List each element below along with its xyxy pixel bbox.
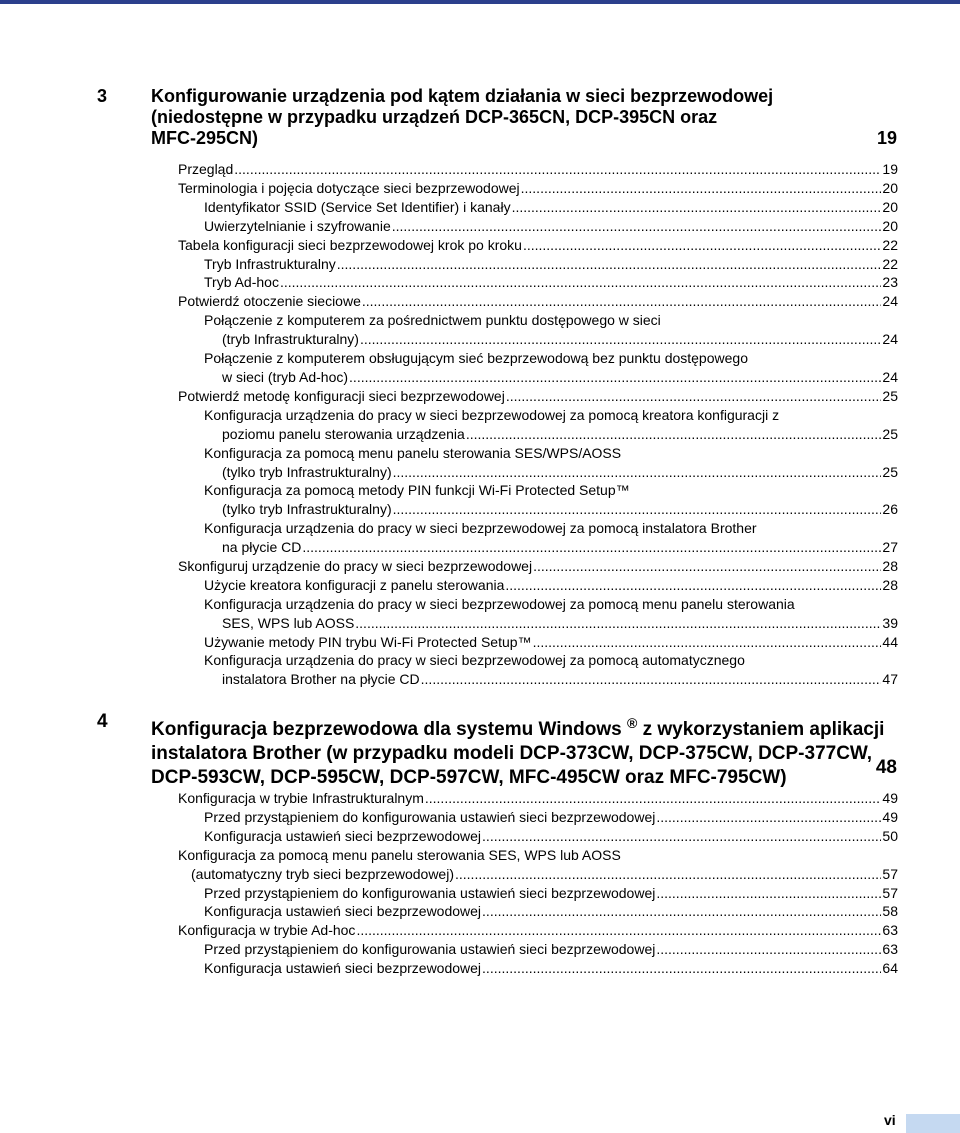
toc-entry-title: Uwierzytelnianie i szyfrowanie (204, 217, 391, 234)
toc-entry-title-continued: instalatora Brother na płycie CD (222, 671, 420, 688)
dot-leader (302, 539, 881, 556)
toc-entry-page: 39 (882, 614, 898, 631)
toc-entry-page: 57 (882, 884, 898, 901)
chapter-title (151, 711, 896, 790)
dot-leader (425, 790, 882, 807)
chapter-page-number: 48 (875, 757, 897, 778)
toc-entry-page: 25 (882, 463, 898, 480)
toc-entry-page: 26 (882, 501, 898, 518)
dot-leader (533, 634, 882, 651)
dot-leader (656, 809, 881, 826)
dot-leader (656, 885, 881, 902)
toc-entry-page: 24 (882, 369, 898, 385)
toc-entry-page: 24 (882, 331, 898, 348)
chapter-title-line: DCP-593CW, DCP-595CW, DCP-597CW, MFC-495CW oraz MFC-795CW) (151, 767, 787, 788)
toc-entry-title: Przed przystąpieniem do konfigurowania ustawień sieci bezprzewodowej (204, 941, 656, 958)
toc-entry-page: 20 (882, 217, 898, 234)
chapter-title-line: MFC-295CN) (151, 128, 259, 148)
dot-leader (482, 828, 881, 845)
dot-leader (533, 558, 881, 575)
toc-entry-page: 19 (882, 161, 898, 177)
dot-leader (523, 237, 881, 254)
toc-entry-title: Konfiguracja urządzenia do pracy w sieci bezprzewodowej za pomocą menu panelu sterowania (204, 595, 795, 612)
dot-leader (355, 615, 881, 632)
toc-entry-title-continued: na płycie CD (222, 539, 302, 556)
toc-entry-title: Konfiguracja za pomocą metody PIN funkcji Wi-Fi Protected Setup™ (204, 482, 630, 499)
toc-entry-page: 20 (882, 179, 898, 196)
toc-entry-page: 58 (882, 903, 898, 920)
toc-entry-title: Konfiguracja za pomocą menu panelu sterowania SES/WPS/AOSS (204, 444, 622, 461)
toc-entry-page: 63 (882, 941, 898, 958)
toc-entry-title-continued: (tylko tryb Infrastrukturalny) (222, 501, 392, 518)
chapter-number: 3 (97, 86, 108, 106)
toc-entry-title: Tabela konfiguracji sieci bezprzewodowej krok po kroku (178, 236, 522, 253)
chapter-title-line (151, 711, 896, 742)
toc-entry-title: Przegląd (178, 161, 234, 177)
toc-entry-page: 49 (882, 790, 898, 806)
toc-entry-page: 50 (882, 827, 898, 844)
chapter-title-line: (niedostępne w przypadku urządzeń DCP-365CN, DCP-395CN oraz (151, 107, 718, 127)
toc-entry-title: Używanie metody PIN trybu Wi-Fi Protected Setup™ (204, 633, 532, 650)
chapter-title-line: Konfigurowanie urządzenia pod kątem działania w sieci bezprzewodowej (151, 86, 774, 106)
dot-leader (482, 903, 881, 920)
dot-leader (455, 866, 881, 883)
dot-leader (280, 274, 881, 291)
toc-entry-page: 64 (882, 960, 898, 977)
toc-entry-title-continued: (tylko tryb Infrastrukturalny) (222, 463, 392, 480)
toc-entry-title: Połączenie z komputerem za pośrednictwem punktu dostępowego w sieci (204, 312, 661, 329)
toc-entry-page: 25 (882, 425, 898, 442)
dot-leader (392, 218, 882, 235)
toc-entry-page: 49 (882, 808, 898, 825)
page-number: vi (884, 1112, 896, 1128)
toc-entry-title: Konfiguracja w trybie Infrastrukturalnym (178, 790, 424, 806)
chapter-page-number: 19 (876, 128, 897, 148)
dot-leader (393, 501, 882, 518)
toc-entry-page: 57 (882, 865, 898, 882)
toc-entry-page: 63 (882, 922, 898, 939)
toc-entry-page: 47 (882, 671, 898, 688)
dot-leader (421, 671, 882, 688)
toc-entry-title: Konfiguracja urządzenia do pracy w sieci bezprzewodowej za pomocą kreatora konfiguracji z (204, 406, 780, 423)
toc-entry-page: 25 (882, 387, 898, 404)
toc-entry-page: 22 (882, 236, 898, 253)
toc-entry-title: Konfiguracja za pomocą menu panelu sterowania SES, WPS lub AOSS (178, 846, 621, 863)
toc-entry-title-continued: w sieci (tryb Ad-hoc) (222, 369, 349, 385)
dot-leader (512, 199, 882, 216)
toc-entry-title: Skonfiguruj urządzenie do pracy w sieci bezprzewodowej (178, 557, 533, 574)
toc-entry-page: 20 (882, 198, 898, 215)
toc-entry-title: Identyfikator SSID (Service Set Identifier) i kanały (204, 198, 511, 215)
dot-leader (466, 426, 882, 443)
toc-entry-title: Konfiguracja ustawień sieci bezprzewodowej (204, 827, 482, 844)
toc-entry-title-continued: SES, WPS lub AOSS (222, 614, 355, 631)
chapter-title-text: Konfiguracja bezprzewodowa dla systemu Windows (151, 719, 622, 740)
chapter-title-text: z wykorzystaniem aplikacji (637, 719, 885, 740)
toc-entry-page: 27 (882, 539, 898, 556)
dot-leader (521, 180, 882, 197)
toc-entry-page: 28 (882, 557, 898, 574)
dot-leader (360, 331, 881, 348)
dot-leader (506, 388, 882, 405)
toc-entry-title-continued: (automatyczny tryb sieci bezprzewodowej) (191, 865, 454, 882)
toc-entry-title: Potwierdź otoczenie sieciowe (178, 293, 361, 310)
toc-entry-page: 28 (882, 576, 898, 593)
toc-entry-title: Konfiguracja urządzenia do pracy w sieci bezprzewodowej za pomocą instalatora Brother (204, 520, 757, 537)
dot-leader (393, 464, 882, 481)
toc-entry-page: 22 (882, 255, 898, 272)
toc-entry-page: 44 (882, 633, 898, 650)
toc-entry-title: Konfiguracja urządzenia do pracy w sieci bezprzewodowej za pomocą automatycznego (204, 652, 745, 669)
chapter-number: 4 (97, 711, 108, 732)
registered-mark: ® (626, 715, 638, 731)
toc-entry-page: 23 (882, 274, 898, 291)
toc-entry-title-continued: poziomu panelu sterowania urządzenia (222, 425, 465, 442)
dot-leader (349, 369, 881, 386)
dot-leader (505, 577, 881, 594)
chapter-title (151, 86, 896, 149)
dot-leader (656, 941, 881, 958)
toc-entry-title: Terminologia i pojęcia dotyczące sieci bezprzewodowej (178, 179, 520, 196)
toc-entry-title: Użycie kreatora konfiguracji z panelu sterowania (204, 576, 505, 593)
toc-entry-title: Połączenie z komputerem obsługującym sieć bezprzewodową bez punktu dostępowego (204, 350, 748, 366)
page-tab (906, 1114, 960, 1133)
toc-entry-title-continued: (tryb Infrastrukturalny) (222, 331, 359, 348)
toc-entry-title: Konfiguracja ustawień sieci bezprzewodowej (204, 903, 482, 920)
header-rule (0, 0, 960, 4)
dot-leader (337, 256, 882, 273)
dot-leader (356, 922, 881, 939)
dot-leader (234, 161, 881, 178)
toc-entry-title: Przed przystąpieniem do konfigurowania ustawień sieci bezprzewodowej (204, 808, 656, 825)
toc-entry-title: Potwierdź metodę konfiguracji sieci bezprzewodowej (178, 387, 505, 404)
toc-entry-title: Tryb Infrastrukturalny (204, 255, 336, 272)
toc-entry-title: Przed przystąpieniem do konfigurowania ustawień sieci bezprzewodowej (204, 884, 656, 901)
dot-leader (362, 293, 882, 310)
toc-entry-title: Tryb Ad-hoc (204, 274, 279, 291)
toc-entry-title: Konfiguracja ustawień sieci bezprzewodowej (204, 960, 482, 977)
chapter-title-line: instalatora Brother (w przypadku modeli DCP-373CW, DCP-375CW, DCP-377CW, (151, 743, 873, 764)
dot-leader (482, 960, 881, 977)
toc-entry-title: Konfiguracja w trybie Ad-hoc (178, 922, 356, 939)
toc-entry-page: 24 (882, 293, 898, 310)
